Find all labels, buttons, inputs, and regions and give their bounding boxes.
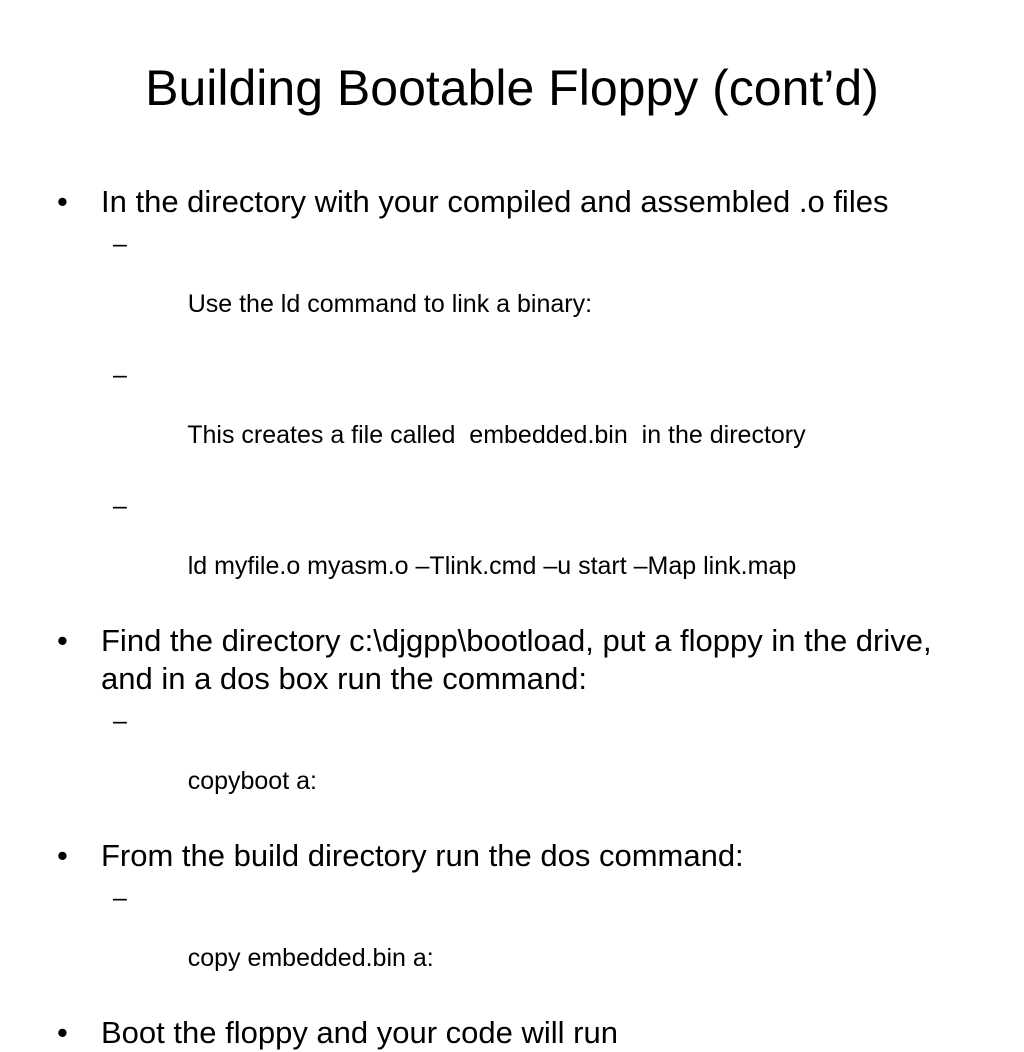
bullet-icon: • xyxy=(57,838,68,873)
bullet-item xyxy=(56,1014,956,1052)
sub-bullet-text: copy embedded.bin a: xyxy=(187,944,434,972)
slide-body xyxy=(56,183,956,1052)
bullet-text: Boot the floppy and your code will run xyxy=(101,1015,618,1050)
bullet-text: In the directory with your compiled and assembled .o files xyxy=(101,184,889,219)
dash-icon: – xyxy=(113,707,127,735)
sub-bullet-item xyxy=(56,491,956,611)
sub-bullet-item xyxy=(56,229,956,349)
sub-bullet-text: copyboot a: xyxy=(187,767,317,795)
dash-icon: – xyxy=(113,230,127,258)
bullet-icon: • xyxy=(57,1015,68,1050)
bullet-text: From the build directory run the dos command: xyxy=(101,838,744,873)
dash-icon: – xyxy=(113,492,127,520)
bullet-icon: • xyxy=(57,184,68,219)
sub-bullet-text: ld myfile.o myasm.o –Tlink.cmd –u start –Map link.map xyxy=(187,552,797,580)
sub-bullet-text: Use the ld command to link a binary: xyxy=(187,290,593,318)
bullet-item xyxy=(56,837,956,875)
sub-bullet-item xyxy=(56,883,956,1003)
bullet-text: Find the directory c:\djgpp\bootload, put a floppy in the drive, and in a dos box run the command: xyxy=(101,623,932,696)
sub-bullet-item xyxy=(56,706,956,826)
bullet-item xyxy=(56,622,956,698)
dash-icon: – xyxy=(113,361,127,389)
slide-title: Building Bootable Floppy (cont’d) xyxy=(145,60,879,116)
sub-bullet-text: This creates a file called embedded.bin in the directory xyxy=(187,421,806,449)
bullet-item xyxy=(56,183,956,221)
bullet-icon: • xyxy=(57,623,68,658)
dash-icon: – xyxy=(113,884,127,912)
sub-bullet-item xyxy=(56,360,956,480)
